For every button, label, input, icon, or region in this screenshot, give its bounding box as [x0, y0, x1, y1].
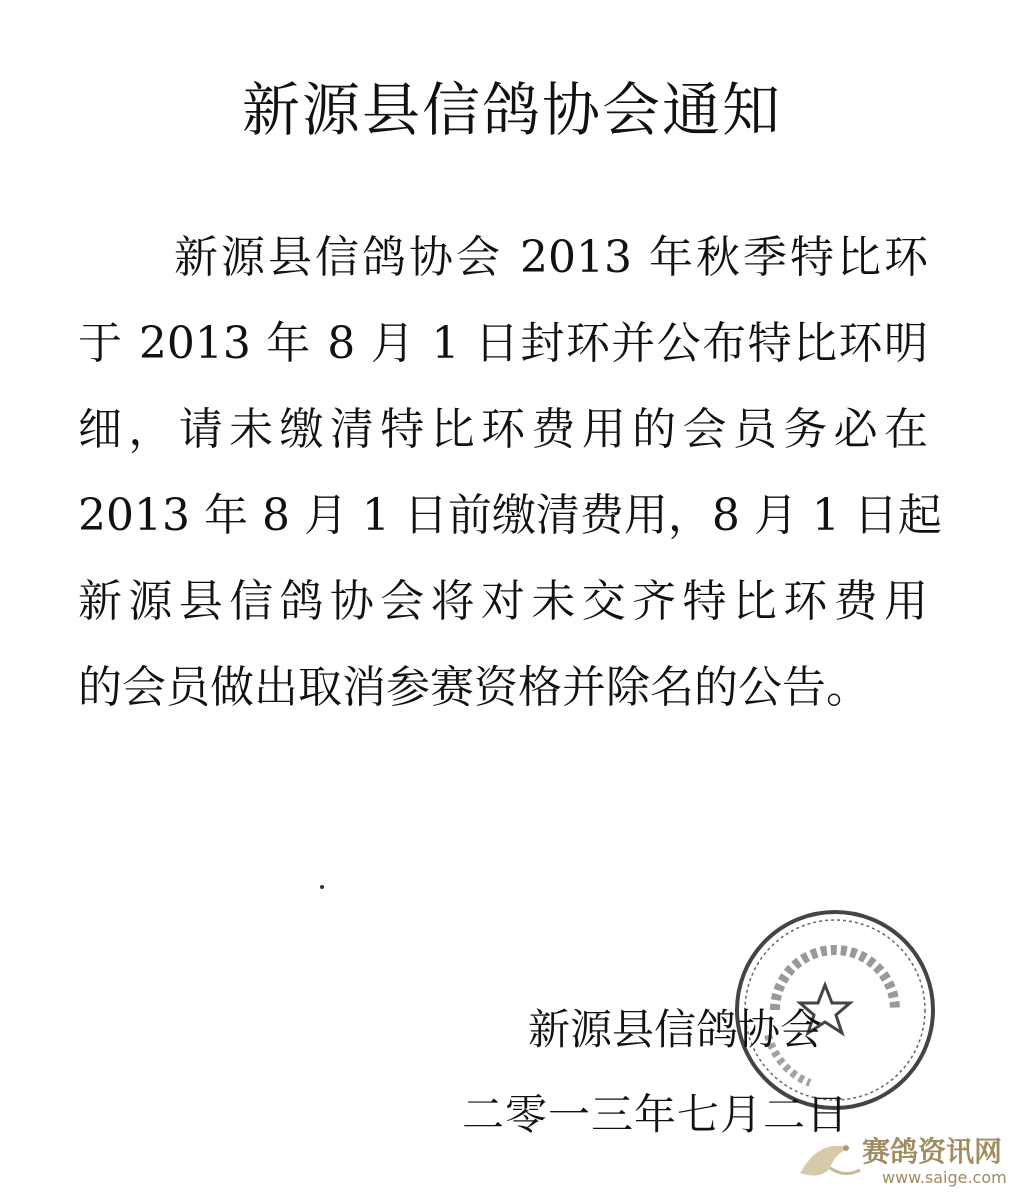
watermark-url: www.saige.com [882, 1168, 1007, 1187]
signature-org: 新源县信鸽协会 [528, 1005, 823, 1054]
pigeon-logo-icon [790, 1118, 870, 1198]
site-watermark [790, 1118, 1020, 1198]
notice-body [78, 215, 942, 731]
body-line: 2013 年 8 月 1 日前缴清费用，8 月 1 日起 [78, 490, 942, 541]
notice-title: 新源县信鸽协会通知 [241, 76, 782, 144]
signature-date: 二零一三年七月二日 [462, 1090, 850, 1139]
body-line: 于 2013 年 8 月 1 日封环并公布特比环明 [78, 318, 928, 369]
body-line: 新源县信鸽协会将对未交齐特比环费用 [78, 576, 928, 627]
body-line: 新源县信鸽协会 2013 年秋季特比环 [174, 232, 928, 283]
scan-speck [320, 885, 324, 889]
watermark-text: 赛鸽资讯网 [862, 1135, 1003, 1168]
body-line: 的会员做出取消参赛资格并除名的公告。 [78, 662, 870, 713]
body-line: 细，请未缴清特比环费用的会员务必在 [78, 404, 928, 455]
